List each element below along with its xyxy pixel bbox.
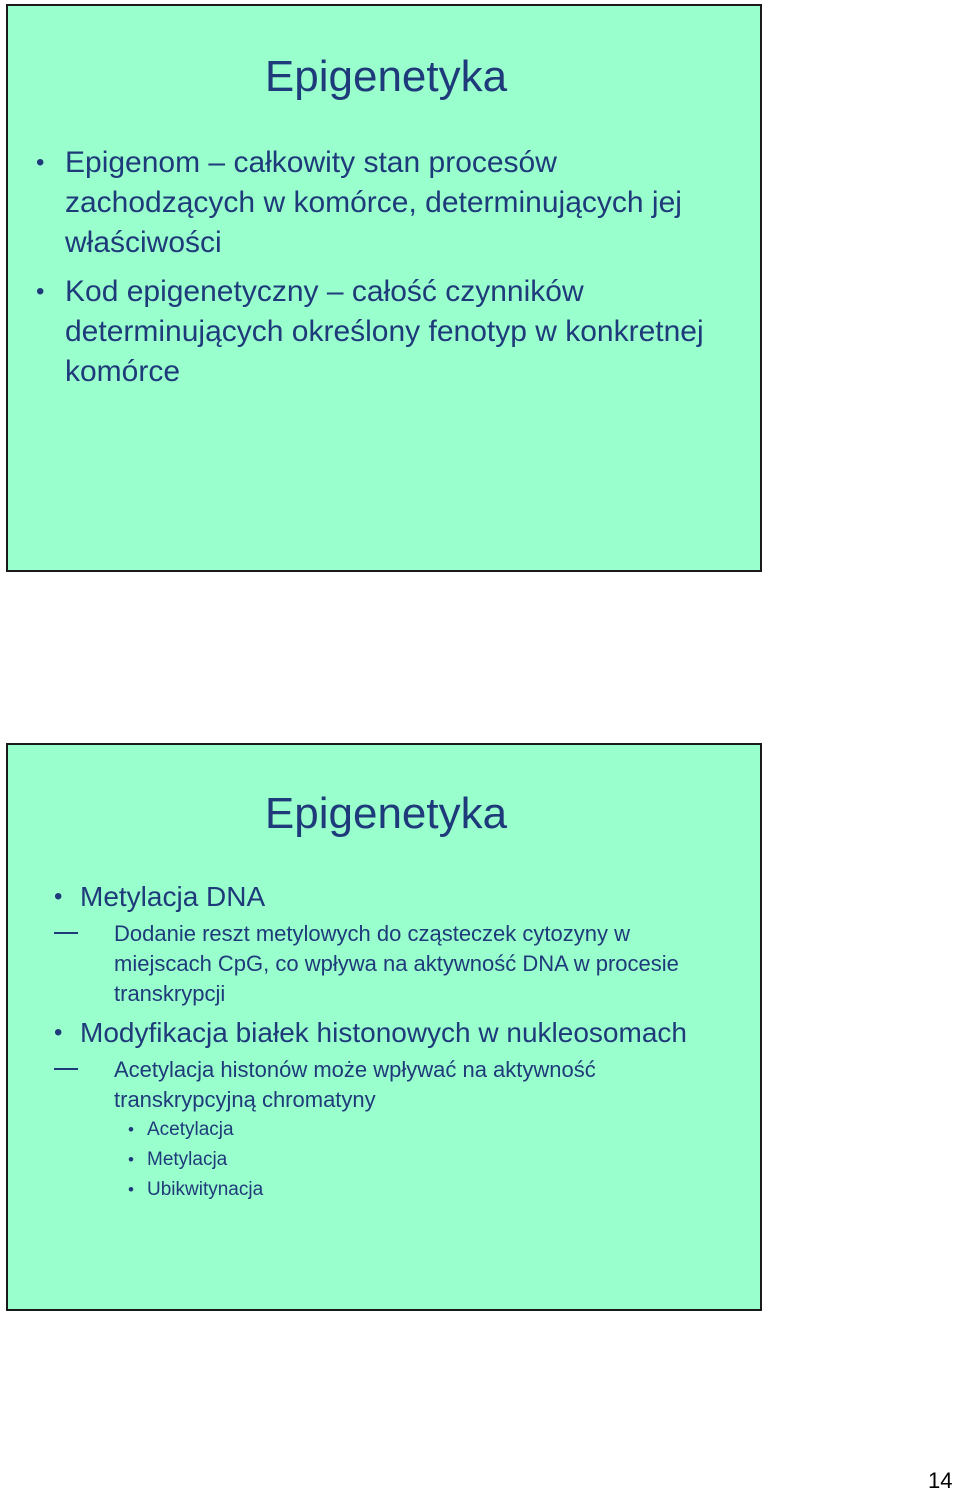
bullet-icon: • (54, 1019, 63, 1046)
slide-2 (6, 743, 762, 1311)
slide-1-title: Epigenetyka (264, 52, 508, 101)
sub-bullet-list (52, 919, 732, 1009)
bullet-icon: • (36, 149, 45, 176)
subsub-bullet-item (52, 1175, 732, 1205)
slide-1 (6, 4, 762, 572)
bullet-text: Modyfikacja białek histonowych w nukleosomach (80, 1017, 687, 1048)
page-number: 14 (928, 1468, 953, 1493)
sub-bullet-text: Acetylacja histonów może wpływać na aktywność transkrypcyjną chromatyny (114, 1057, 596, 1112)
slide-2-title: Epigenetyka (264, 789, 508, 838)
subsub-bullet-item (52, 1145, 732, 1175)
bullet-group (52, 879, 732, 1009)
subsub-bullet-text: Acetylacja (147, 1119, 234, 1140)
bullet-text: Metylacja DNA (80, 881, 266, 912)
subsub-bullet-text: Metylacja (147, 1149, 228, 1170)
slide-2-bullet-list (52, 879, 732, 1205)
dash-icon (52, 1055, 112, 1093)
sub-bullet-item (52, 919, 732, 1009)
sub-bullet-item (52, 1055, 732, 1115)
bullet-item (34, 272, 734, 392)
sub-bullet-text: Dodanie reszt metylowych do cząsteczek cytozyny w miejscach CpG, co wpływa na aktywność DNA w procesie transkrypcji (114, 921, 679, 1006)
bullet-text: Kod epigenetyczny – całość czynników determinujących określony fenotyp w konkretnej komórce (65, 275, 704, 388)
bullet-icon: • (36, 278, 45, 305)
bullet-item (52, 879, 732, 915)
dash-icon (52, 919, 112, 957)
bullet-group (52, 1015, 732, 1205)
bullet-icon: • (128, 1120, 134, 1139)
bullet-text: Epigenom – całkowity stan procesów zachodzących w komórce, determinujących jej właściwości (65, 146, 682, 259)
bullet-item (52, 1015, 732, 1051)
sub-bullet-list (52, 1055, 732, 1205)
bullet-icon: • (128, 1150, 134, 1169)
subsub-bullet-text: Ubikwitynacja (147, 1179, 264, 1200)
bullet-icon: • (128, 1180, 134, 1199)
subsub-bullet-item (52, 1115, 732, 1145)
slide-1-bullet-list (34, 143, 734, 401)
bullet-icon: • (54, 883, 63, 910)
bullet-item (34, 143, 734, 263)
